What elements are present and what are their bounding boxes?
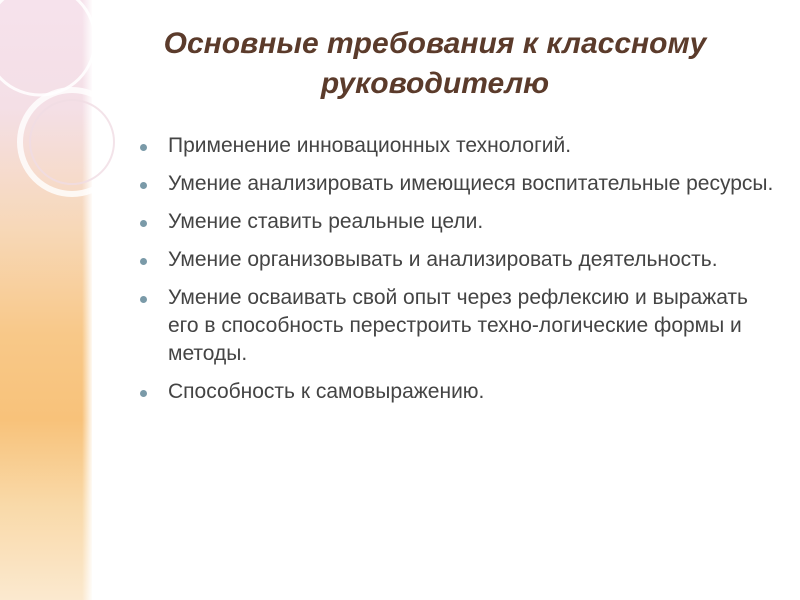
ring-inner [30,100,114,184]
list-item [138,170,783,198]
bullet-icon [140,220,147,227]
list-item-text: Способность к самовыражению. [168,380,485,403]
list-item [138,284,783,368]
title-line-1: Основные требования к классному [163,27,707,60]
list-item [138,378,783,406]
list-item-text: Умение анализировать имеющиеся воспитательные ресурсы. [168,172,774,195]
bullet-icon [140,390,147,397]
title-line-2: руководителю [320,67,550,100]
bullet-icon [140,144,147,151]
list-item-text: Применение инновационных технологий. [168,134,572,157]
list-item-text: Умение организовывать и анализировать деятельность. [168,248,718,271]
bullet-icon [140,182,147,189]
slide-title [110,24,760,104]
list-item [138,132,783,160]
requirements-list [138,132,783,416]
bullet-icon [140,258,147,265]
ring-medium [20,90,124,194]
bullet-icon [140,296,147,303]
ring-large [0,0,95,95]
list-item [138,246,783,274]
list-item-text: Умение ставить реальные цели. [168,210,484,233]
list-item [138,208,783,236]
list-item-text: Умение осваивать свой опыт через рефлексию и выражать его в способность перестроить техно-логические формы и методы. [168,286,748,365]
